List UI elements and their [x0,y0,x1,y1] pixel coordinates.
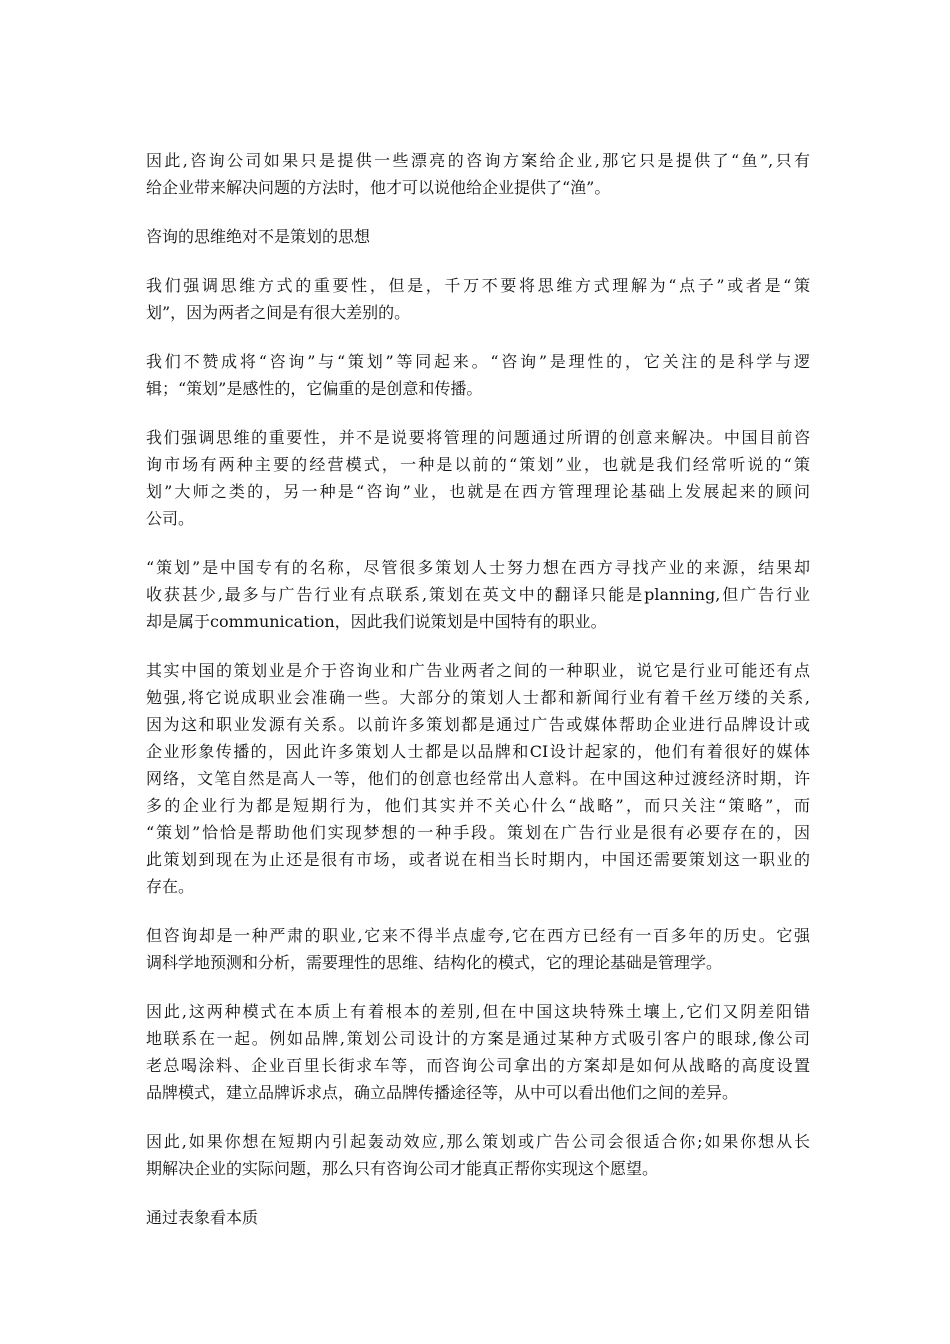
text-line: 网络，文笔自然是高人一等，他们的创意也经常出人意料。在中国这种过渡经济时期，许 [146,769,810,788]
text-line: “策划”恰恰是帮助他们实现梦想的一种手段。策划在广告行业是很有必要存在的，因 [146,823,810,842]
text-line: 品牌模式，建立品牌诉求点，确立品牌传播途径等，从中可以看出他们之间的差异。 [146,1083,739,1102]
text-line: 调科学地预测和分析，需要理性的思维、结构化的模式，它的理论基础是管理学。 [146,953,723,972]
document-page [146,147,810,1253]
text-line: 因此,如果你想在短期内引起轰动效应,那么策划或广告公司会很适合你;如果你想从长 [146,1132,810,1151]
text-line: 辑；“策划”是感性的，它偏重的是创意和传播。 [146,379,483,398]
text-line: 但咨询却是一种严肃的职业,它来不得半点虚夸,它在西方已经有一百多年的历史。它强 [146,926,810,945]
text-line: 我们强调思维的重要性，并不是说要将管理的问题通过所谓的创意来解决。中国目前咨 [146,428,810,447]
paragraph [146,554,810,635]
text-line: 我们不赞成将“咨询”与“策划”等同起来。“咨询”是理性的，它关注的是科学与逻 [146,352,810,371]
paragraph [146,657,810,900]
text-line: 却是属于communication，因此我们说策划是中国特有的职业。 [146,612,607,631]
paragraph [146,1128,810,1182]
text-line: 公司。 [146,509,195,528]
text-line: 划”，因为两者之间是有很大差别的。 [146,303,411,322]
text-line: 我们强调思维方式的重要性，但是，千万不要将思维方式理解为“点子”或者是“策 [146,276,810,295]
paragraph [146,272,810,326]
text-line: 勉强,将它说成职业会准确一些。大部分的策划人士都和新闻行业有着千丝万缕的关系, [146,688,810,707]
section-heading [146,1204,810,1231]
text-line: 划”大师之类的，另一种是“咨询”业，也就是在西方管理理论基础上发展起来的顾问 [146,482,810,501]
paragraph [146,147,810,201]
text-line: 收获甚少,最多与广告行业有点联系,策划在英文中的翻译只能是planning,但广告行业 [146,585,810,604]
text-line: 多的企业行为都是短期行为，他们其实并不关心什么“战略”，而只关注“策略”，而 [146,796,810,815]
text-line: 给企业带来解决问题的方法时，他才可以说他给企业提供了“渔”。 [146,178,611,197]
text-line: 地联系在一起。例如品牌,策划公司设计的方案是通过某种方式吸引客户的眼球,像公司 [146,1029,810,1048]
heading-text: 咨询的思维绝对不是策划的思想 [146,227,371,246]
text-line: 此策划到现在为止还是很有市场，或者说在相当长时期内，中国还需要策划这一职业的 [146,850,810,869]
text-line: 其实中国的策划业是介于咨询业和广告业两者之间的一种职业，说它是行业可能还有点 [146,661,810,680]
paragraph [146,424,810,532]
text-line: 询市场有两种主要的经营模式，一种是以前的“策划”业，也就是我们经常听说的“策 [146,455,810,474]
text-line: 因此,咨询公司如果只是提供一些漂亮的咨询方案给企业,那它只是提供了“鱼”,只有 [146,151,810,170]
paragraph [146,998,810,1106]
text-line: 因此,这两种模式在本质上有着根本的差别,但在中国这块特殊土壤上,它们又阴差阳错 [146,1002,810,1021]
paragraph [146,348,810,402]
paragraph [146,922,810,976]
text-line: 因为这和职业发源有关系。以前许多策划都是通过广告或媒体帮助企业进行品牌设计或 [146,715,810,734]
section-heading [146,223,810,250]
text-line: 老总喝涂料、企业百里长街求车等，而咨询公司拿出的方案却是如何从战略的高度设置 [146,1056,810,1075]
text-line: 企业形象传播的，因此许多策划人士都是以品牌和CI设计起家的，他们有着很好的媒体 [146,742,810,761]
text-line: 存在。 [146,877,195,896]
heading-text: 通过表象看本质 [146,1208,259,1227]
text-line: 期解决企业的实际问题，那么只有咨询公司才能真正帮你实现这个愿望。 [146,1159,659,1178]
text-line: “策划”是中国专有的名称，尽管很多策划人士努力想在西方寻找产业的来源，结果却 [146,558,810,577]
